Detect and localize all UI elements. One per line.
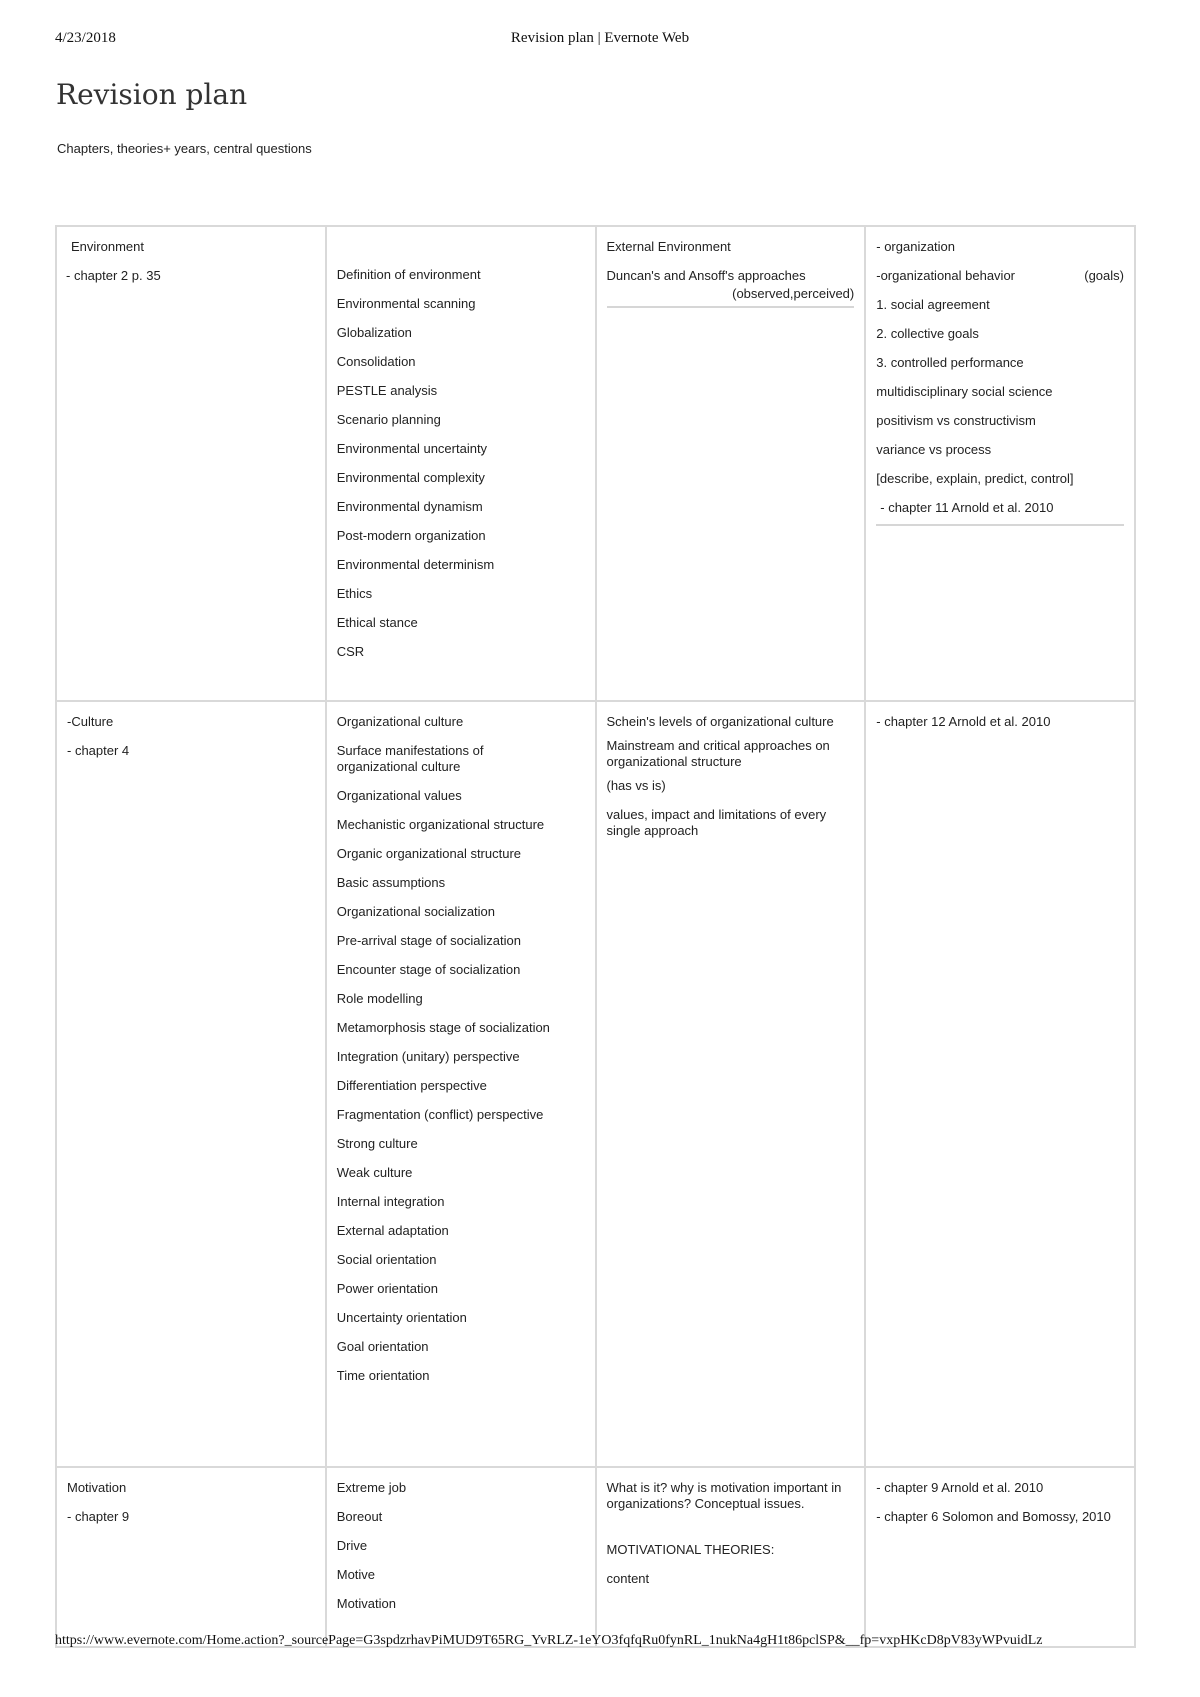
list-item: Consolidation (336, 354, 416, 369)
note-item: - chapter 11 Arnold et al. 2010 (880, 500, 1054, 515)
print-date: 4/23/2018 (55, 30, 116, 46)
topic-cell (56, 226, 326, 701)
list-item: Motive (336, 1567, 376, 1582)
list-item: Boreout (336, 1509, 383, 1524)
list-item: Environmental scanning (336, 296, 476, 311)
note-title: Revision plan (56, 78, 248, 111)
concepts-cell (326, 1467, 596, 1647)
note-item: 3. controlled performance (876, 355, 1024, 370)
note-item: - organization (876, 239, 956, 254)
list-item: Globalization (336, 325, 412, 340)
note-item: positivism vs constructivism (876, 413, 1036, 428)
theories-cell (596, 701, 866, 1467)
note-item: - chapter 6 Solomon and Bomossy, 2010 (876, 1509, 1111, 1524)
topic-cell (56, 701, 326, 1467)
list-item: Role modelling (336, 991, 423, 1006)
list-item: Encounter stage of socialization (336, 962, 521, 977)
list-item: PESTLE analysis (336, 383, 438, 398)
note-item: - chapter 9 Arnold et al. 2010 (876, 1480, 1044, 1495)
list-item: Scenario planning (336, 412, 441, 427)
topic-title: Motivation (67, 1480, 127, 1495)
topic-chapter: - chapter 2 p. 35 (66, 268, 161, 283)
table-row (56, 1467, 1135, 1647)
topic-cell (56, 1467, 326, 1647)
divider (876, 524, 1124, 526)
theory-heading: MOTIVATIONAL THEORIES: (606, 1542, 775, 1557)
note-subtitle: Chapters, theories+ years, central questions (57, 141, 312, 156)
list-item: Uncertainty orientation (336, 1310, 467, 1325)
note-item: multidisciplinary social science (876, 384, 1053, 399)
concepts-cell (326, 226, 596, 701)
list-item: Time orientation (336, 1368, 430, 1383)
list-item: Weak culture (336, 1165, 413, 1180)
notes-cell (865, 1467, 1135, 1647)
theories-cell (596, 1467, 866, 1647)
list-item: Differentiation perspective (336, 1078, 487, 1093)
theory-heading: External Environment (606, 239, 731, 254)
print-footer-url: https://www.evernote.com/Home.action?_sourcePage=G3spdzrhavPiMUD9T65RG_YvRLZ-1eYO3fqfqRu0fynRL_1nukNa4gH1t86pclSP&__fp=vxpHKcD8pV83yWPvuidLz (55, 1633, 1043, 1648)
theories-cell (596, 226, 866, 701)
list-item: Ethical stance (336, 615, 418, 630)
list-item: Pre-arrival stage of socialization (336, 933, 521, 948)
notes-cell (865, 701, 1135, 1467)
list-item: Mechanistic organizational structure (336, 817, 545, 832)
note-item: - chapter 12 Arnold et al. 2010 (876, 714, 1051, 729)
list-item: Motivation (336, 1596, 396, 1611)
list-item: Definition of environment (336, 267, 481, 282)
list-item: Metamorphosis stage of socialization (336, 1020, 550, 1035)
list-item: Internal integration (336, 1194, 445, 1209)
list-item: Environmental dynamism (336, 499, 483, 514)
list-item: Integration (unitary) perspective (336, 1049, 520, 1064)
theory-item: Duncan's and Ansoff's approaches (606, 268, 806, 283)
table-row (56, 226, 1135, 701)
theory-item: What is it? why is motivation important in organizations? Conceptual issues. (606, 1480, 842, 1511)
list-item: Environmental complexity (336, 470, 485, 485)
list-item: Fragmentation (conflict) perspective (336, 1107, 544, 1122)
list-item: Ethics (336, 586, 373, 601)
topic-title: Environment (71, 239, 144, 254)
list-item: Environmental uncertainty (336, 441, 488, 456)
theory-item: Schein's levels of organizational culture (606, 714, 834, 729)
list-item: Surface manifestations of organizational culture (336, 743, 484, 774)
list-item: Organic organizational structure (336, 846, 522, 861)
theory-item: (observed,perceived) (732, 286, 855, 301)
list-item: Post-modern organization (336, 528, 486, 543)
list-item: CSR (336, 644, 365, 659)
divider (607, 306, 855, 308)
list-item: Goal orientation (336, 1339, 429, 1354)
list-item: Power orientation (336, 1281, 438, 1296)
list-item: Social orientation (336, 1252, 437, 1267)
topic-chapter: - chapter 9 (67, 1509, 130, 1524)
list-item: Strong culture (336, 1136, 418, 1151)
note-item: variance vs process (876, 442, 992, 457)
list-item: Drive (336, 1538, 368, 1553)
note-item-text: -organizational behavior (876, 268, 1016, 283)
list-item: Organizational socialization (336, 904, 496, 919)
note-item (876, 268, 1124, 284)
revision-table (55, 225, 1136, 1648)
theory-item: Mainstream and critical approaches on organizational structure (606, 738, 830, 769)
concepts-cell (326, 701, 596, 1467)
theory-item: values, impact and limitations of every single approach (606, 807, 827, 838)
topic-chapter: - chapter 4 (67, 743, 130, 758)
note-item: [describe, explain, predict, control] (876, 471, 1074, 486)
list-item: External adaptation (336, 1223, 449, 1238)
list-item: Extreme job (336, 1480, 407, 1495)
list-item: Environmental determinism (336, 557, 495, 572)
table-row (56, 701, 1135, 1467)
theory-item: content (606, 1571, 650, 1586)
list-item: Basic assumptions (336, 875, 446, 890)
topic-title: -Culture (67, 714, 114, 729)
print-header (55, 30, 1145, 50)
list-item: Organizational values (336, 788, 462, 803)
notes-cell (865, 226, 1135, 701)
theory-item: (has vs is) (606, 778, 666, 793)
note-item: 2. collective goals (876, 326, 979, 341)
note-item: 1. social agreement (876, 297, 990, 312)
list-item: Organizational culture (336, 714, 464, 729)
note-item-aside: (goals) (1084, 268, 1124, 283)
print-page-title: Revision plan | Evernote Web (510, 30, 690, 46)
